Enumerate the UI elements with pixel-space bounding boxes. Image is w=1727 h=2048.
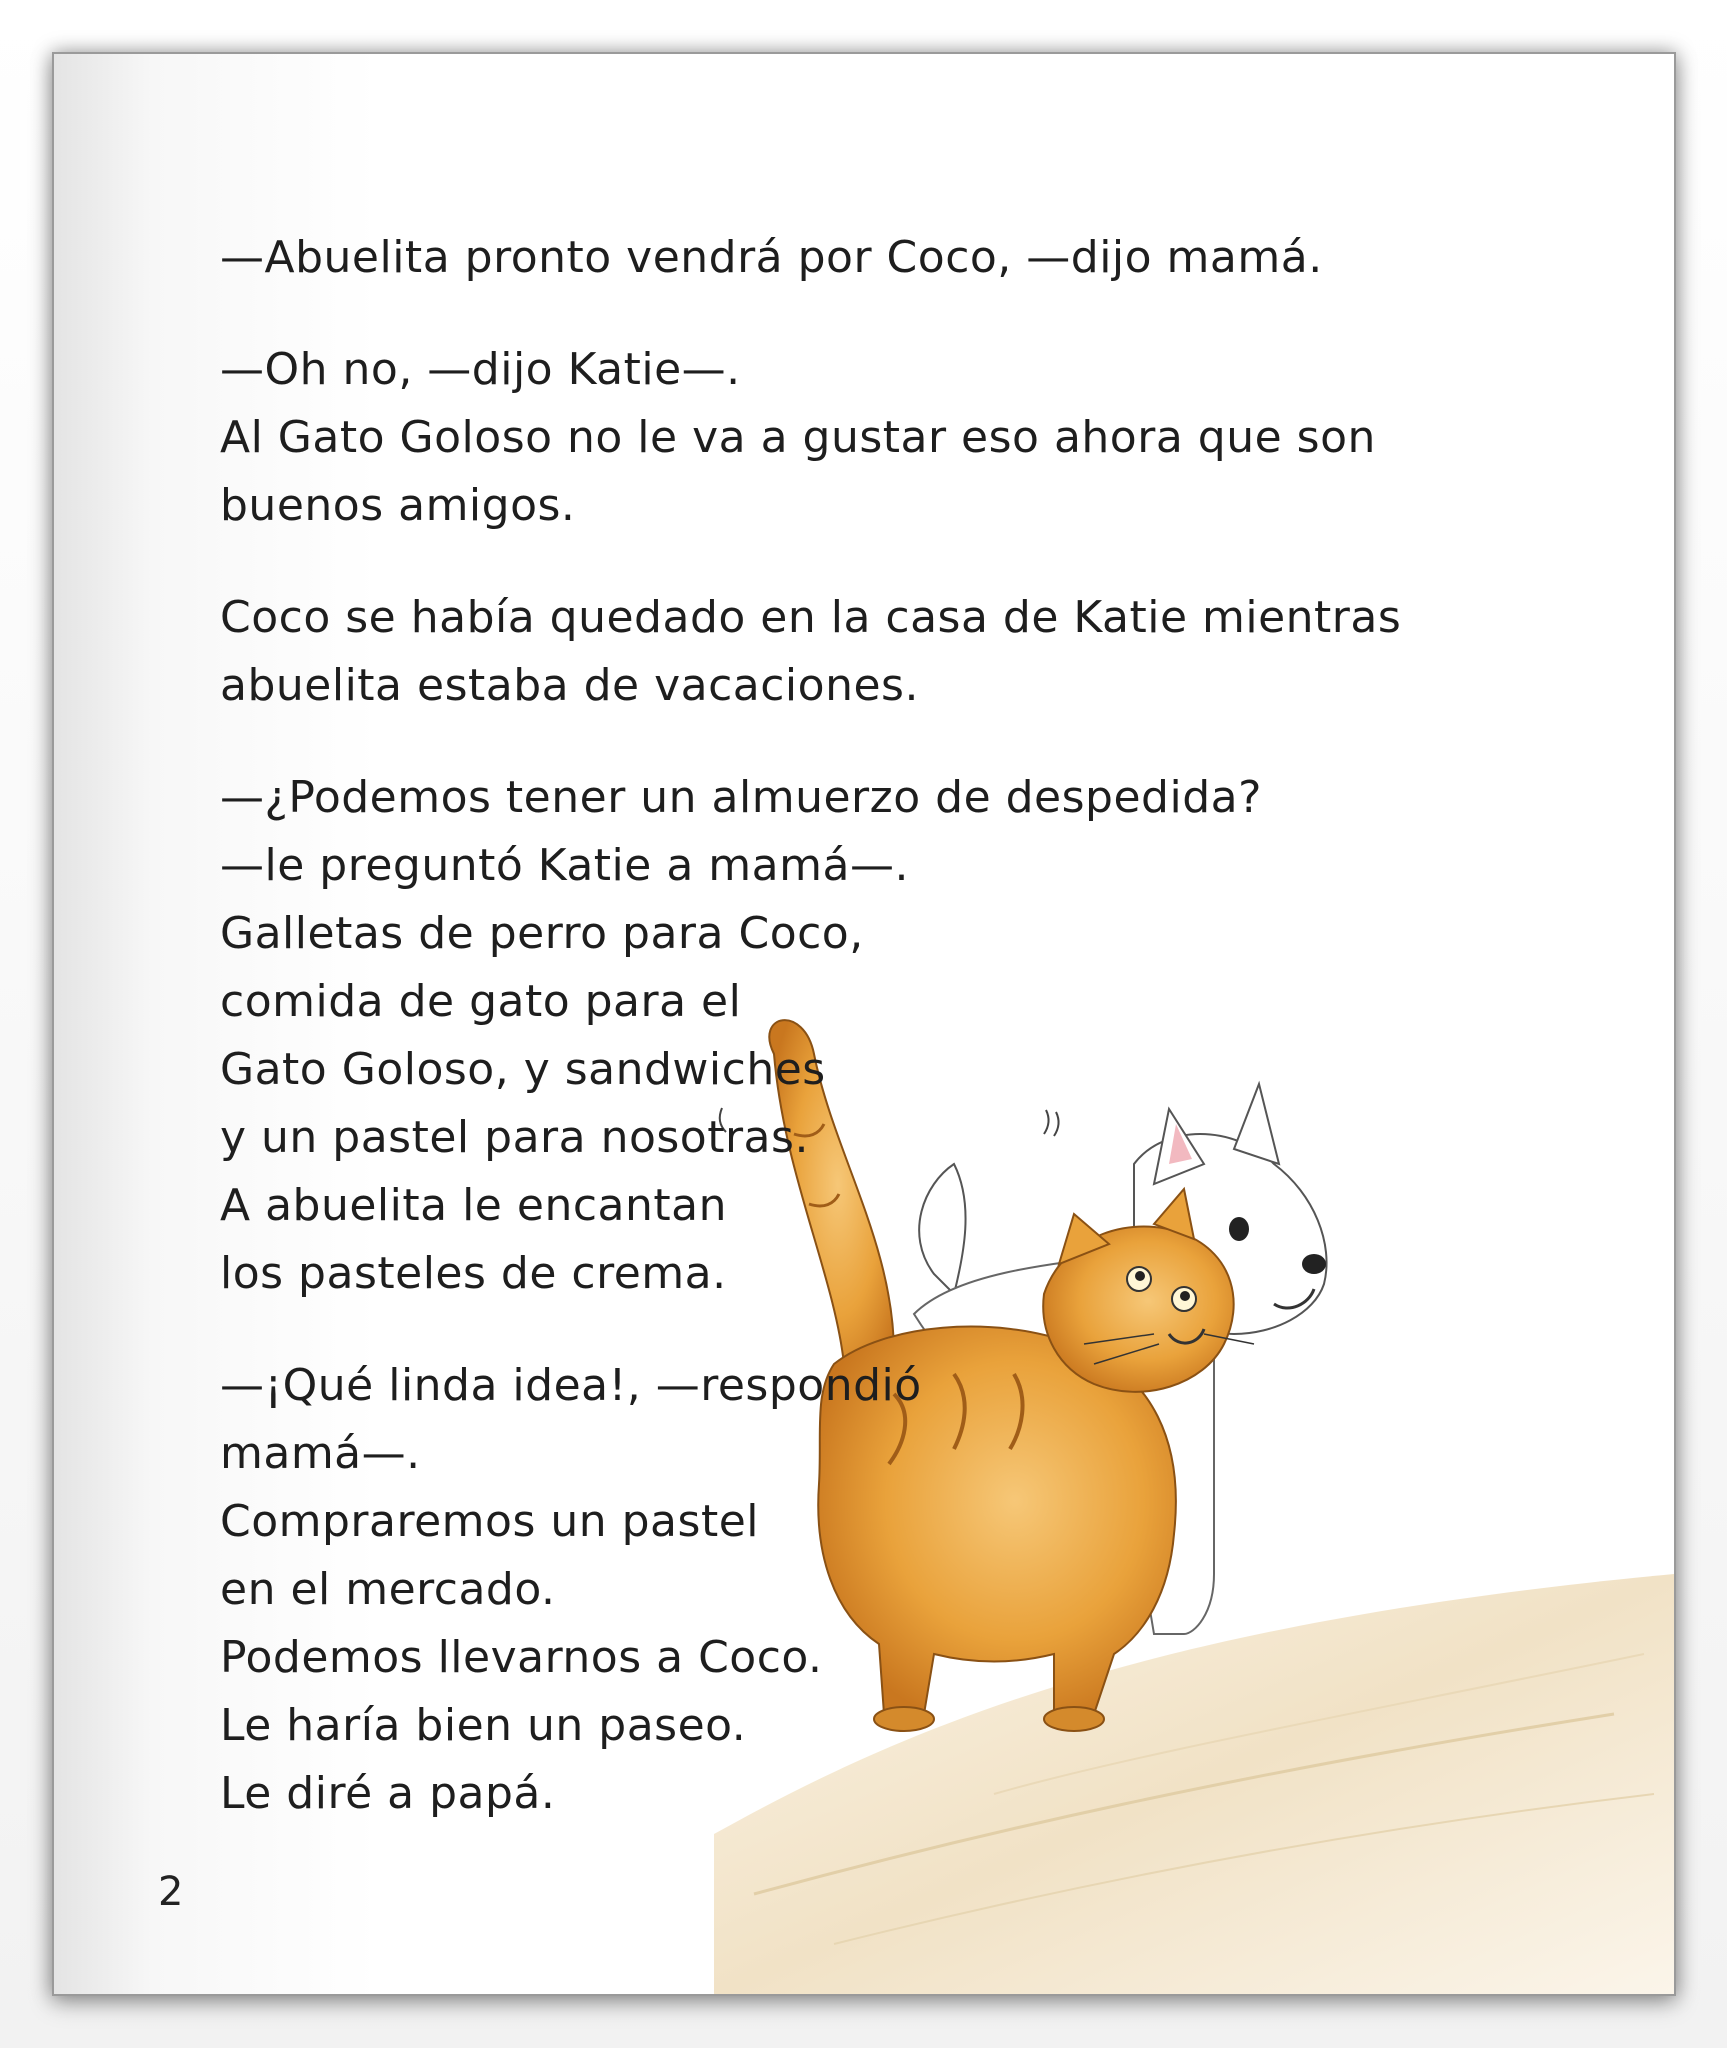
text-line: y un pastel para nosotras. (220, 1112, 809, 1163)
text-line: —¿Podemos tener un almuerzo de despedida? (220, 772, 1262, 823)
page-number: 2 (158, 1869, 184, 1915)
text-line: Gato Goloso, y sandwiches (220, 1044, 826, 1095)
text-line: abuelita estaba de vacaciones. (220, 660, 919, 711)
text-line: Galletas de perro para Coco, (220, 908, 864, 959)
book-page (52, 52, 1676, 1996)
text-line: Al Gato Goloso no le va a gustar eso ahora que son (220, 412, 1376, 463)
text-line: mamá—. (220, 1428, 421, 1479)
text-line: Le diré a papá. (220, 1768, 556, 1819)
text-line: en el mercado. (220, 1564, 556, 1615)
text-line: Le haría bien un paseo. (220, 1700, 747, 1751)
paragraph-3 (220, 584, 1540, 720)
text-line: —Abuelita pronto vendrá por Coco, —dijo mamá. (220, 232, 1323, 283)
paragraph-4 (220, 764, 1540, 1308)
text-line: —le preguntó Katie a mamá—. (220, 840, 909, 891)
text-line: comida de gato para el (220, 976, 742, 1027)
text-line: —¡Qué linda idea!, —respondió (220, 1360, 922, 1411)
text-line: Coco se había quedado en la casa de Katie mientras (220, 592, 1402, 643)
text-line: buenos amigos. (220, 480, 576, 531)
paragraph-5 (220, 1352, 1540, 1828)
story-text (220, 224, 1540, 1872)
text-line: Compraremos un pastel (220, 1496, 759, 1547)
text-line: —Oh no, —dijo Katie—. (220, 344, 741, 395)
text-line: los pasteles de crema. (220, 1248, 727, 1299)
paragraph-2 (220, 336, 1540, 540)
text-line: Podemos llevarnos a Coco. (220, 1632, 823, 1683)
paragraph-1 (220, 224, 1540, 292)
text-line: A abuelita le encantan (220, 1180, 727, 1231)
